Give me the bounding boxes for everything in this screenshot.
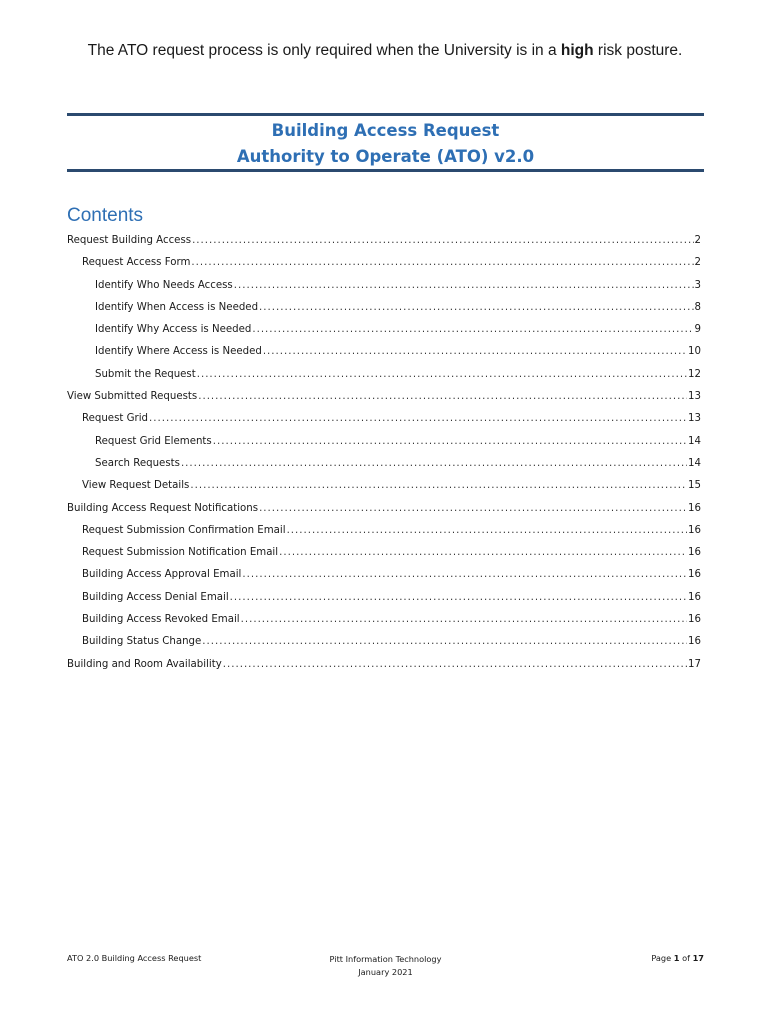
toc-entry-label: Building and Room Availability — [67, 658, 222, 670]
title-bottom-rule — [67, 169, 704, 172]
toc-entry-page: 16 — [688, 547, 701, 559]
toc-entry[interactable] — [67, 654, 701, 676]
toc-leader-dots — [287, 520, 687, 542]
toc-entry-label: Building Access Denial Email — [82, 591, 229, 603]
toc-entry-page: 16 — [688, 591, 701, 603]
toc-entry-page: 3 — [694, 279, 701, 291]
toc-entry-label: Building Access Request Notifications — [67, 502, 259, 514]
footer-document-name: ATO 2.0 Building Access Request — [67, 953, 202, 963]
toc-leader-dots — [241, 609, 687, 631]
toc-leader-dots — [213, 431, 687, 453]
toc-entry[interactable] — [67, 609, 701, 631]
toc-entry-label: Identify Who Needs Access — [95, 279, 233, 291]
toc-entry[interactable] — [67, 408, 701, 430]
toc-entry-label: Building Access Revoked Email — [82, 614, 240, 626]
page-current: 1 — [673, 953, 680, 963]
toc-entry-page: 12 — [688, 368, 701, 380]
footer-page-number — [651, 953, 704, 963]
toc-entry-page: 13 — [688, 413, 701, 425]
toc-leader-dots — [234, 275, 694, 297]
toc-entry[interactable] — [67, 341, 701, 363]
toc-entry-label: Request Building Access — [67, 235, 192, 246]
footer-date: January 2021 — [358, 967, 413, 977]
toc-leader-dots — [191, 252, 693, 274]
toc-leader-dots — [259, 498, 687, 520]
toc-entry[interactable] — [67, 319, 701, 341]
page-total: 17 — [692, 953, 704, 963]
toc-leader-dots — [149, 408, 687, 430]
toc-leader-dots — [252, 319, 693, 341]
toc-entry[interactable] — [67, 252, 701, 274]
toc-entry[interactable] — [67, 275, 701, 297]
toc-entry[interactable] — [67, 453, 701, 475]
toc-entry[interactable] — [67, 475, 701, 497]
contents-heading: Contents — [67, 205, 144, 226]
toc-entry-page: 16 — [688, 502, 701, 514]
toc-entry-label: Request Submission Confirmation Email — [82, 524, 286, 536]
toc-entry-page: 16 — [688, 569, 701, 581]
toc-entry-page: 9 — [694, 324, 701, 336]
toc-entry-label: Building Access Approval Email — [82, 569, 242, 581]
title-line-1: Building Access Request — [271, 121, 500, 140]
toc-entry-label: Identify Where Access is Needed — [95, 346, 262, 358]
toc-entry[interactable] — [67, 230, 701, 252]
toc-entry[interactable] — [67, 364, 701, 386]
toc-entry-page: 17 — [688, 658, 701, 670]
toc-leader-dots — [181, 453, 687, 475]
toc-leader-dots — [192, 230, 693, 252]
title-line-2: Authority to Operate (ATO) v2.0 — [236, 147, 535, 166]
toc-entry-label: Identify Why Access is Needed — [95, 324, 252, 336]
toc-entry[interactable] — [67, 587, 701, 609]
footer-organization — [67, 953, 704, 979]
toc-entry-page: 16 — [688, 636, 701, 648]
toc-leader-dots — [198, 386, 687, 408]
document-title — [67, 118, 704, 170]
notice-text-after: risk posture. — [593, 42, 683, 59]
toc-entry-label: Request Access Form — [82, 257, 191, 269]
toc-entry-label: Search Requests — [95, 457, 180, 469]
toc-leader-dots — [230, 587, 687, 609]
toc-leader-dots — [197, 364, 687, 386]
toc-entry-page: 16 — [688, 614, 701, 626]
footer-org-name: Pitt Information Technology — [329, 954, 442, 964]
toc-entry[interactable] — [67, 542, 701, 564]
toc-entry-page: 10 — [688, 346, 701, 358]
toc-entry-label: Submit the Request — [95, 368, 196, 380]
toc-entry-page: 2 — [694, 257, 701, 269]
toc-entry-label: Identify When Access is Needed — [95, 301, 259, 313]
toc-entry-label: Request Grid — [82, 413, 148, 425]
toc-entry[interactable] — [67, 498, 701, 520]
title-top-rule — [67, 113, 704, 116]
toc-entry-page: 14 — [688, 457, 701, 469]
toc-entry-page: 13 — [688, 391, 701, 403]
table-of-contents — [67, 230, 701, 676]
toc-entry-label: Request Submission Notification Email — [82, 547, 279, 559]
page-prefix: Page — [651, 953, 674, 963]
toc-entry-page: 16 — [688, 524, 701, 536]
toc-entry-page: 8 — [694, 301, 701, 313]
toc-entry-label: View Submitted Requests — [67, 391, 198, 403]
toc-entry[interactable] — [67, 631, 701, 653]
toc-leader-dots — [202, 631, 687, 653]
toc-leader-dots — [259, 297, 693, 319]
toc-entry-page: 2 — [694, 235, 701, 246]
toc-leader-dots — [279, 542, 687, 564]
toc-leader-dots — [223, 654, 687, 676]
toc-entry-label: Building Status Change — [82, 636, 202, 648]
toc-entry[interactable] — [67, 386, 701, 408]
toc-entry-page: 15 — [688, 480, 701, 492]
posture-notice — [0, 42, 770, 60]
toc-leader-dots — [263, 341, 687, 363]
toc-entry[interactable] — [67, 520, 701, 542]
toc-entry[interactable] — [67, 564, 701, 586]
toc-entry[interactable] — [67, 431, 701, 453]
toc-entry-label: View Request Details — [82, 480, 190, 492]
toc-entry-label: Request Grid Elements — [95, 435, 212, 447]
toc-entry[interactable] — [67, 297, 701, 319]
notice-emphasis: high — [560, 42, 594, 59]
notice-text-before: The ATO request process is only required when the University is in a — [87, 42, 561, 59]
toc-entry-page: 14 — [688, 435, 701, 447]
toc-leader-dots — [242, 564, 687, 586]
page-of: of — [679, 953, 693, 963]
toc-leader-dots — [190, 475, 687, 497]
